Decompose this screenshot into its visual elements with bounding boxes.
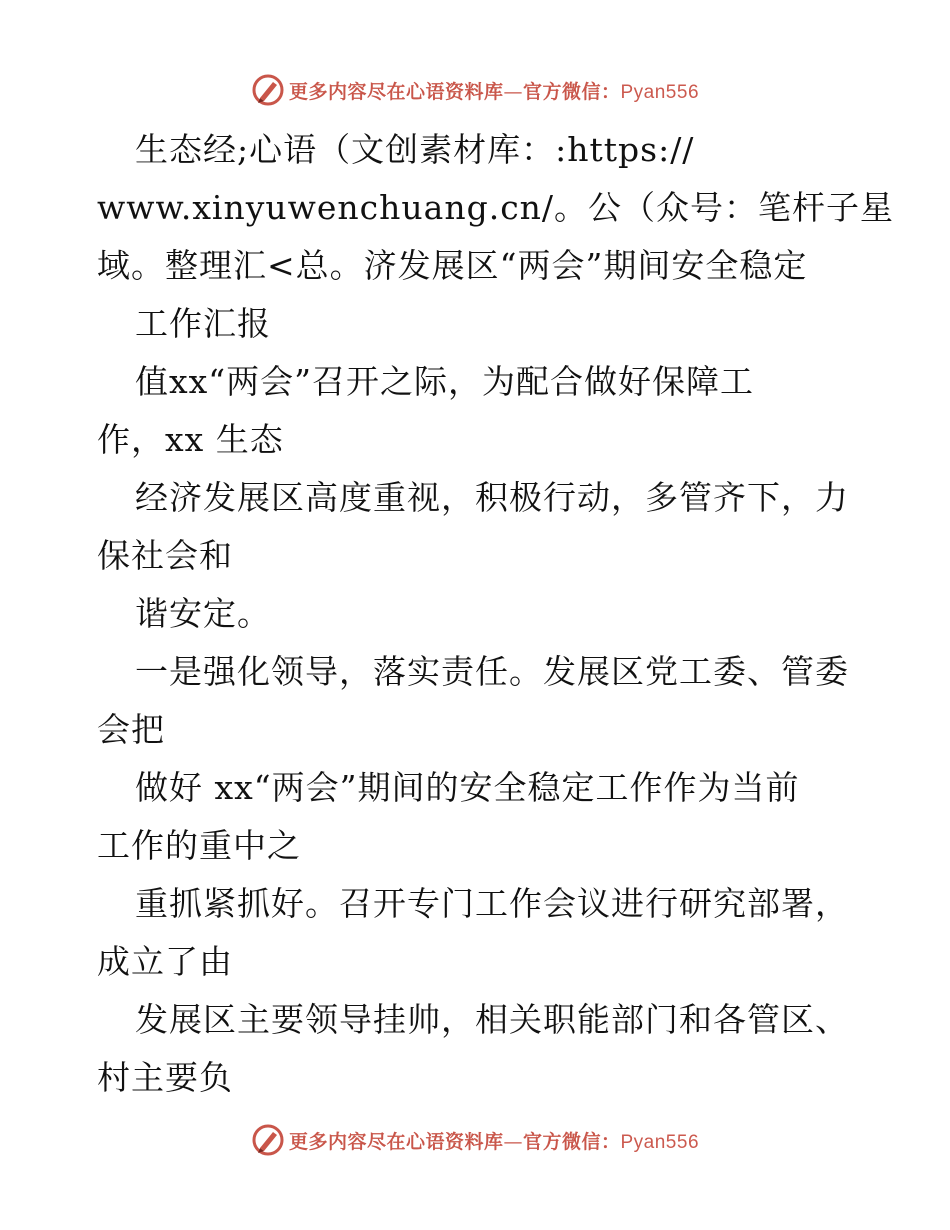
text-line: 重抓紧抓好。召开专门工作会议进行研究部署， — [135, 884, 849, 923]
text-line: 发展区主要领导挂帅，相关职能部门和各管区、 — [135, 1000, 849, 1039]
banner-dash: — — [503, 80, 523, 103]
text-line: 生态经;心语（文创素材库：:https:// — [135, 130, 695, 169]
text-line: 保社会和 — [97, 536, 233, 575]
banner-wechat-id: Pyan556 — [620, 81, 700, 103]
banner-title: 更多内容尽在心语资料库 — [288, 80, 504, 103]
text-line: 作，xx 生态 — [97, 420, 284, 459]
banner-wechat-label: 官方微信： — [522, 80, 621, 103]
header-banner — [0, 70, 950, 110]
text-line: 工作的重中之 — [97, 826, 301, 865]
banner-dash: — — [503, 1130, 523, 1153]
text-line: 成立了由 — [97, 942, 233, 981]
footer-banner — [0, 1120, 950, 1160]
text-line: 做好 xx“两会”期间的安全稳定工作作为当前 — [135, 768, 800, 807]
banner-wechat-id: Pyan556 — [620, 1131, 700, 1153]
text-line: 经济发展区高度重视，积极行动，多管齐下，力 — [135, 478, 849, 517]
text-line: 值xx“两会”召开之际，为配合做好保障工 — [135, 362, 754, 401]
text-line: 域。整理汇<总。济发展区“两会”期间安全稳定 — [97, 246, 808, 285]
banner-wechat-label: 官方微信： — [522, 1130, 621, 1153]
pen-logo-icon — [251, 1123, 285, 1157]
text-line: 村主要负 — [97, 1058, 233, 1097]
text-line: 一是强化领导，落实责任。发展区党工委、管委 — [135, 652, 849, 691]
text-line: 谐安定。 — [135, 594, 271, 633]
text-line: 工作汇报 — [135, 304, 271, 343]
banner-title: 更多内容尽在心语资料库 — [288, 1130, 504, 1153]
pen-logo-icon — [251, 73, 285, 107]
text-line: 会把 — [97, 710, 165, 749]
text-line: www.xinyuwenchuang.cn/。公（众号：笔杆子星 — [97, 188, 895, 227]
